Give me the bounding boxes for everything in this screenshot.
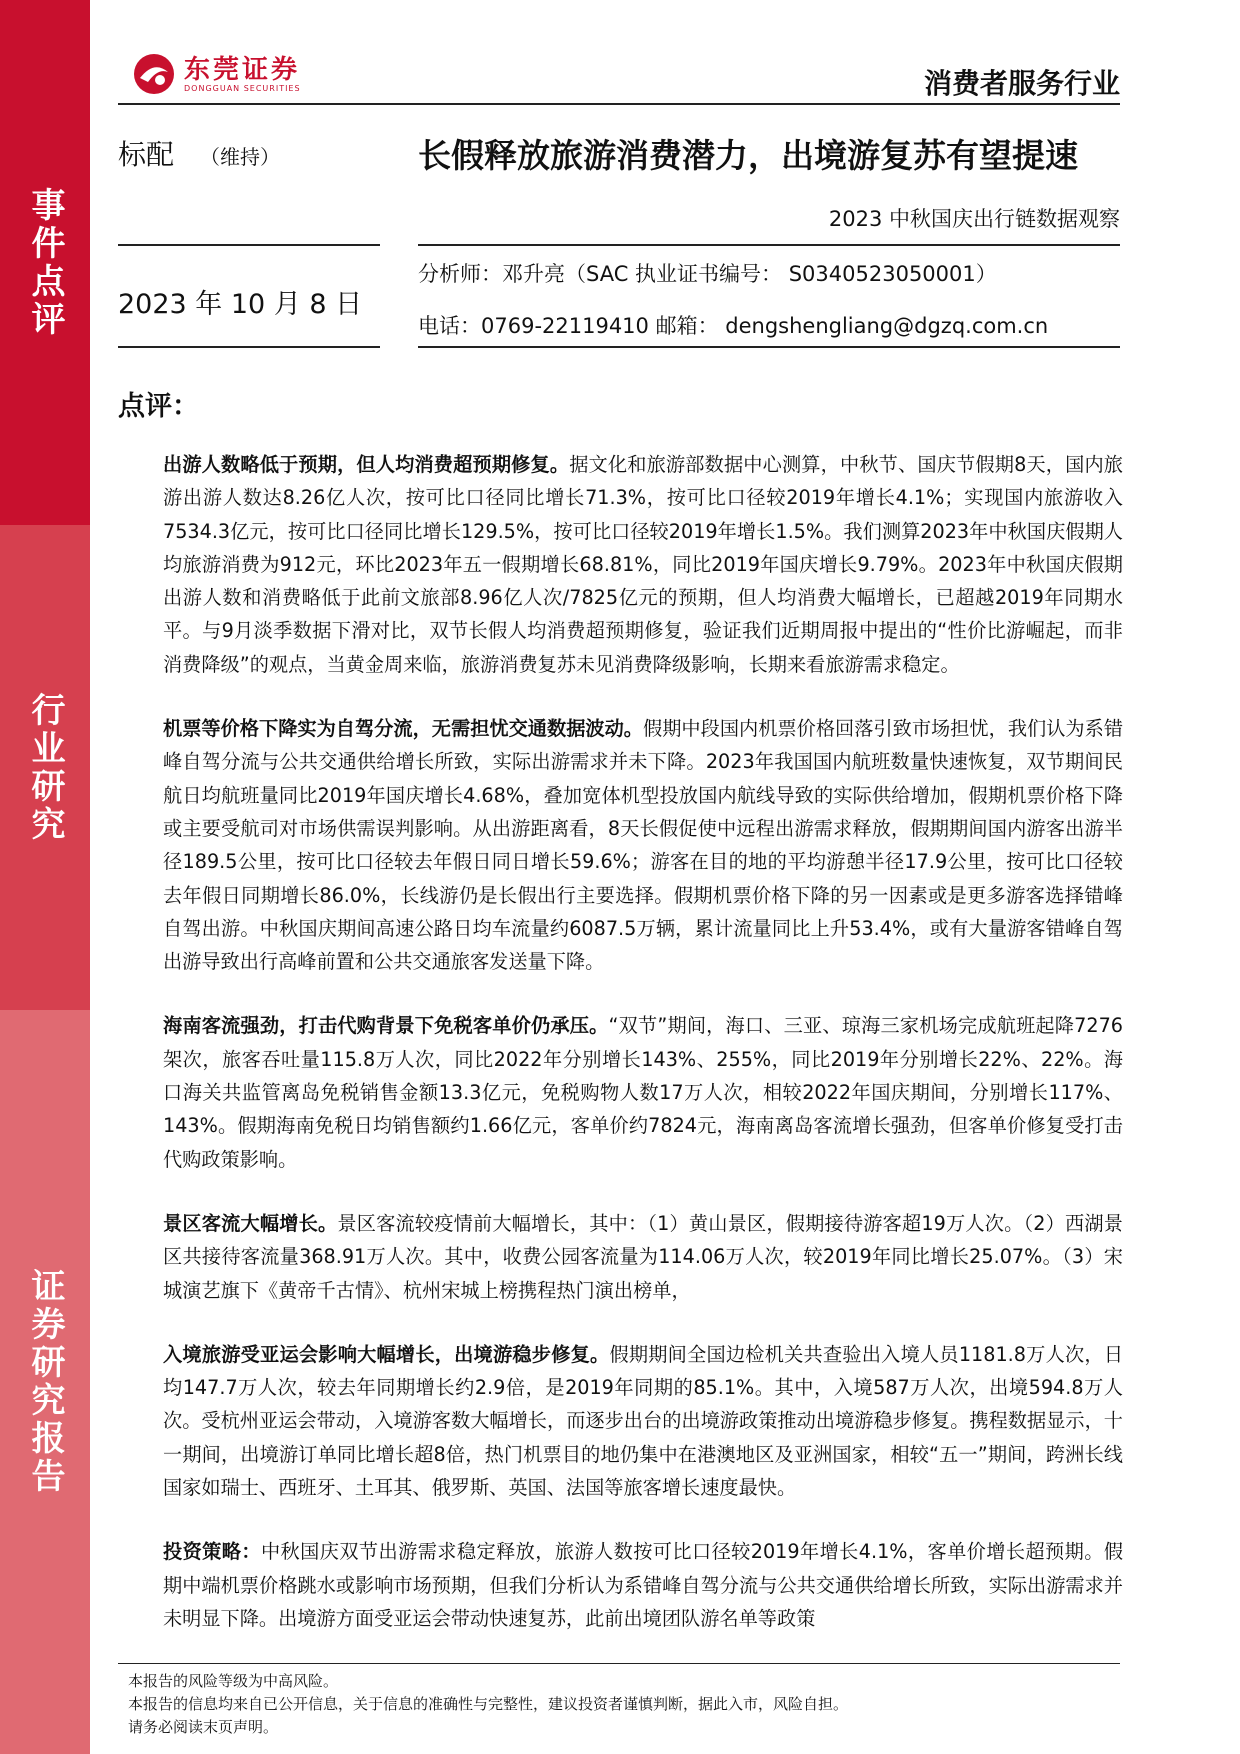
paragraph-body: 中秋国庆双节出游需求稳定释放，旅游人数按可比口径较2019年增长4.1%，客单价增长超预期。假期中端机票价格跳水或影响市场预期，但我们分析认为系错峰自驾分流与公共交通供给增长所致，实际出游需求并未明显下降。出境游方面受亚运会带动快速复苏，此前出境团队游名单等政策 bbox=[163, 1540, 1124, 1630]
rating bbox=[118, 133, 280, 173]
paragraph-body: 假期期间全国边检机关共查验出入境人员1181.8万人次，日均147.7万人次，较去年同期增长约2.9倍，是2019年同期的85.1%。其中，入境587万人次，出境594.8万人次。受杭州亚运会带动，入境游客数大幅增长，而逐步出台的出境游政策推动出境游稳步修复。携程数据显示，十一期间，出境游订单同比增长超8倍，热门机票目的地仍集中在港澳地区及亚洲国家，相较“五一”期间，跨洲长线国家如瑞士、西班牙、土耳其、俄罗斯、英国、法国等旅客增长速度最快。 bbox=[163, 1342, 1124, 1500]
analyst-info: 分析师：邓升亮（SAC 执业证书编号： S0340523050001） bbox=[418, 262, 997, 286]
footer-line: 请务必阅读末页声明。 bbox=[128, 1718, 279, 1736]
footer-divider bbox=[118, 1663, 1120, 1664]
company-logo bbox=[132, 52, 301, 96]
paragraph-lead: 机票等价格下降实为自驾分流，无需担忧交通数据波动。 bbox=[163, 717, 644, 741]
contact-info: 电话：0769-22119410 邮箱： dengshengliang@dgzq.com.cn bbox=[418, 314, 1049, 338]
section-heading: 点评： bbox=[118, 391, 199, 422]
logo-name-cn: 东莞证券 bbox=[184, 54, 301, 85]
logo-name-en: DONGGUAN SECURITIES bbox=[184, 83, 301, 93]
paragraph bbox=[163, 1207, 1123, 1307]
header-divider bbox=[118, 103, 1120, 105]
sidebar-label-industry-research: 行业研究 bbox=[25, 691, 65, 844]
rating-label: 标配 bbox=[118, 138, 175, 171]
meta-divider-left-bottom bbox=[118, 346, 380, 348]
paragraph-lead: 海南客流强劲，打击代购背景下免税客单价仍承压。 bbox=[163, 1014, 609, 1038]
report-body bbox=[163, 448, 1123, 1666]
paragraph-body: “双节”期间，海口、三亚、琼海三家机场完成航班起降7276架次，旅客吞吐量115.8万人次，同比2022年分别增长143%、255%，同比2019年分别增长22%、22%。海口海关共监管离岛免税销售金额13.3亿元，免税购物人数17万人次，相较2022年国庆期间，分别增长117%、143%。假期海南免税日均销售额约1.66亿元，客单价约7824元，海南离岛客流增长强劲，但客单价修复受打击代购政策影响。 bbox=[163, 1014, 1124, 1171]
sidebar-label-event-review: 事件点评 bbox=[25, 186, 65, 339]
industry-label: 消费者服务行业 bbox=[923, 67, 1120, 100]
paragraph bbox=[163, 1338, 1123, 1504]
paragraph-lead: 景区客流大幅增长。 bbox=[163, 1211, 338, 1235]
paragraph bbox=[163, 1009, 1123, 1175]
footer-disclaimer bbox=[128, 1670, 848, 1739]
report-date: 2023 年 10 月 8 日 bbox=[118, 289, 363, 320]
paragraph-lead: 入境旅游受亚运会影响大幅增长，出境游稳步修复。 bbox=[163, 1342, 610, 1366]
footer-line: 本报告的风险等级为中高风险。 bbox=[128, 1672, 339, 1690]
meta-divider-right-top bbox=[418, 244, 1120, 246]
meta-divider-right-bottom bbox=[418, 346, 1120, 348]
page-subtitle: 2023 中秋国庆出行链数据观察 bbox=[828, 207, 1120, 231]
rating-note: （维持） bbox=[200, 145, 281, 169]
sidebar bbox=[0, 0, 90, 1754]
sidebar-block-event-review bbox=[0, 0, 90, 525]
sidebar-block-securities-report bbox=[0, 1010, 90, 1754]
footer-line: 本报告的信息均来自已公开信息，关于信息的准确性与完整性，建议投资者谨慎判断，据此入市，风险自担。 bbox=[128, 1695, 849, 1713]
paragraph-lead: 出游人数略低于预期，但人均消费超预期修复。 bbox=[163, 453, 570, 476]
paragraph bbox=[163, 448, 1123, 681]
paragraph-lead: 投资策略： bbox=[163, 1540, 261, 1564]
meta-divider-left-top bbox=[118, 244, 380, 246]
sidebar-label-securities-report: 证券研究报告 bbox=[25, 1268, 65, 1496]
sidebar-block-industry-research bbox=[0, 525, 90, 1010]
paragraph-body: 假期中段国内机票价格回落引致市场担忧，我们认为系错峰自驾分流与公共交通供给增长所致，实际出游需求并未下降。2023年我国国内航班数量快速恢复，双节期间民航日均航班量同比2019年国庆增长4.68%，叠加宽体机型投放国内航线导致的实际供给增加，假期机票价格下降或主要受航司对市场供需误判影响。从出游距离看，8天长假促使中远程出游需求释放，假期期间国内游客出游半径189.5公里，按可比口径较去年假日同日增长59.6%；游客在目的地的平均游憩半径17.9公里，按可比口径较去年假日同期增长86.0%，长线游仍是长假出行主要选择。假期机票价格下降的另一因素或是更多游客选择错峰自驾出游。中秋国庆期间高速公路日均车流量约6087.5万辆，累计流量同比上升53.4%，或有大量游客错峰自驾出游导致出行高峰前置和公共交通旅客发送量下降。 bbox=[163, 717, 1124, 974]
paragraph bbox=[163, 1535, 1123, 1635]
paragraph-body: 景区客流较疫情前大幅增长，其中：（1）黄山景区，假期接待游客超19万人次。（2）西湖景区共接待客流量368.91万人次。其中，收费公园客流量为114.06万人次，较2019年同比增长25.07%。（3）宋城演艺旗下《黄帝千古情》、杭州宋城上榜携程热门演出榜单， bbox=[163, 1211, 1123, 1302]
paragraph-body: 据文化和旅游部数据中心测算，中秋节、国庆节假期8天，国内旅游出游人数达8.26亿人次，按可比口径同比增长71.3%，按可比口径较2019年增长4.1%；实现国内旅游收入7534.3亿元，按可比口径同比增长129.5%，按可比口径较2019年增长1.5%。我们测算2023年中秋国庆假期人均旅游消费为912元，环比2023年五一假期增长68.81%，同比2019年国庆增长9.79%。2023年中秋国庆假期出游人数和消费略低于此前文旅部8.96亿人次/7825亿元的预期，但人均消费大幅增长，已超越2019年同期水平。与9月淡季数据下滑对比，双节长假人均消费超预期修复，验证我们近期周报中提出的“性价比游崛起，而非消费降级”的观点，当黄金周来临，旅游消费复苏未见消费降级影响，长期来看旅游需求稳定。 bbox=[163, 453, 1123, 676]
logo-icon bbox=[132, 52, 176, 96]
paragraph bbox=[163, 712, 1123, 978]
page-title: 长假释放旅游消费潜力，出境游复苏有望提速 bbox=[418, 136, 1078, 175]
